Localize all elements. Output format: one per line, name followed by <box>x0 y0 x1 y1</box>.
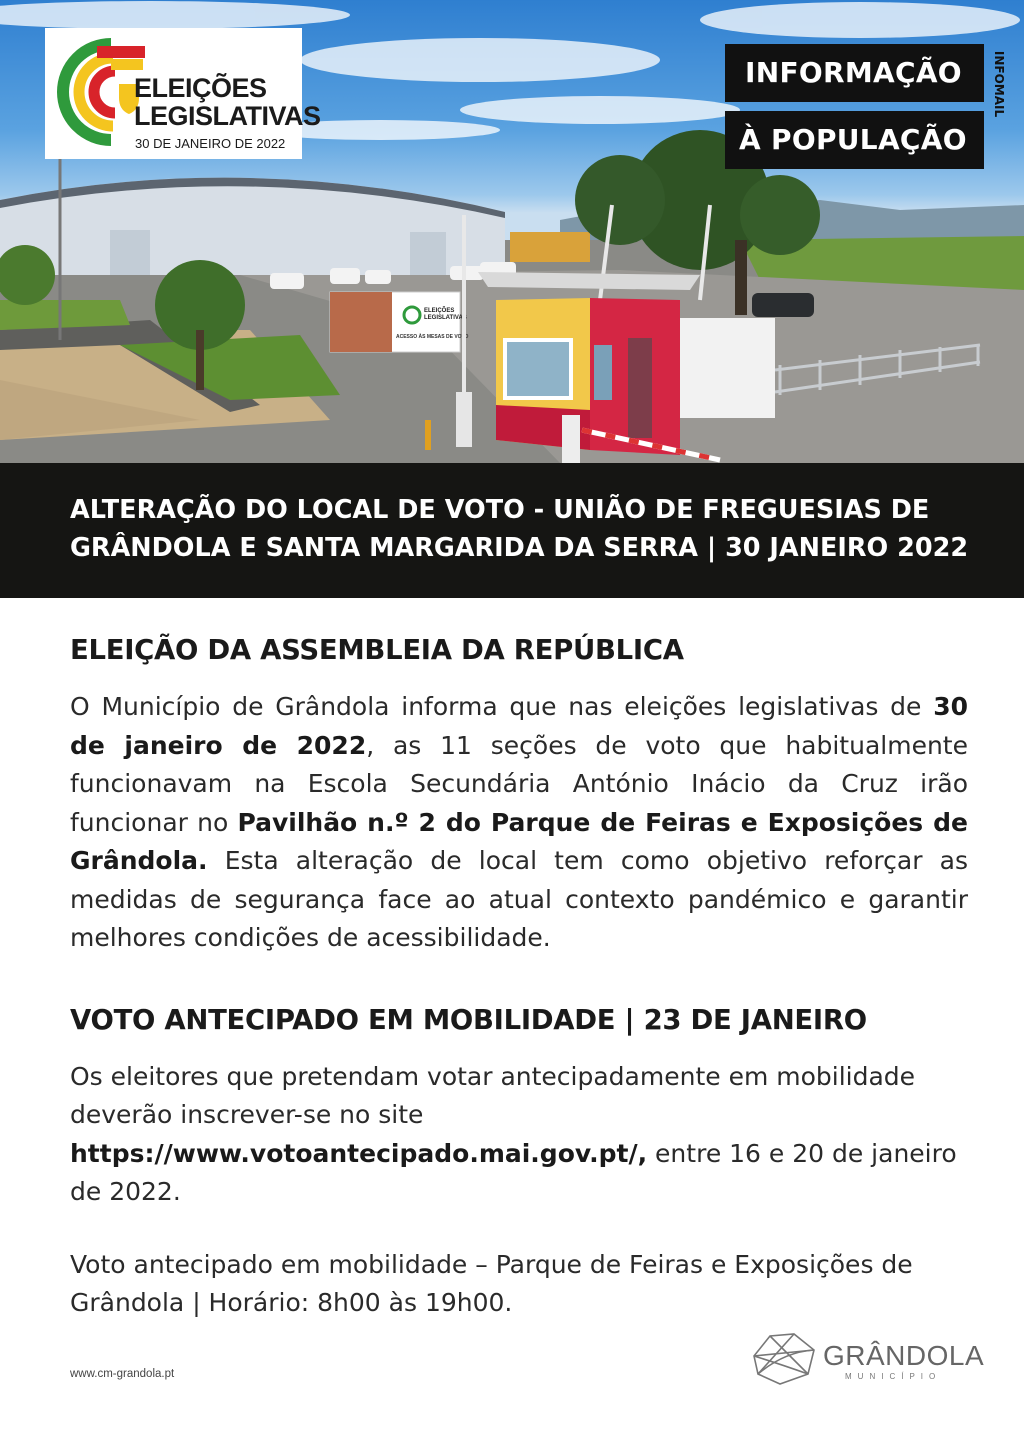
photo-sign-line1: ELEIÇÕES <box>424 308 455 314</box>
section2-title: VOTO ANTECIPADO EM MOBILIDADE | 23 DE JANEIRO <box>70 1003 867 1036</box>
photo-sign-line2: LEGISLATIVAS <box>424 315 467 321</box>
s1-date-bold: 30 de janeiro de 2022 <box>70 692 968 760</box>
municipality-name: GRÂNDOLA <box>823 1340 985 1371</box>
section1-paragraph <box>70 688 968 958</box>
banner-title: ALTERAÇÃO DO LOCAL DE VOTO - UNIÃO DE FREGUESIAS DE GRÂNDOLA E SANTA MARGARIDA DA SERRA | 30 JANEIRO 2022 <box>70 495 969 563</box>
info-tag-line1: INFORMAÇÃO <box>725 44 984 102</box>
photo-sign-line3: ACESSO ÀS MESAS DE VOTO <box>396 334 469 340</box>
logo-title-line1: ELEIÇÕES <box>134 73 267 103</box>
section2-paragraph2: Voto antecipado em mobilidade – Parque de Feiras e Exposições de Grândola | Horário: 8h00 às 19h00. <box>70 1249 913 1317</box>
infomail-label <box>989 44 1009 124</box>
main-content <box>70 630 968 1323</box>
municipality-subtitle: MUNICÍPIO <box>845 1372 942 1381</box>
footer-website[interactable]: www.cm-grandola.pt <box>70 1368 175 1380</box>
s2-text-b: entre 16 e 20 de janeiro de 2022. <box>70 1138 957 1206</box>
municipality-logo <box>750 1330 985 1386</box>
s2-text-a: Os eleitores que pretendam votar antecipadamente em mobilidade deverão inscrever-se no site <box>70 1061 916 1129</box>
elections-logo <box>45 28 321 159</box>
section1-title: ELEIÇÃO DA ASSEMBLEIA DA REPÚBLICA <box>70 634 684 666</box>
municipality-emblem-icon <box>750 1330 818 1386</box>
title-banner <box>0 463 1024 598</box>
hero-photo <box>0 0 1024 463</box>
s1-text-a: O Município de Grândola informa que nas eleições legislativas de <box>70 692 934 721</box>
section2-paragraph1 <box>70 1058 968 1212</box>
logo-date: 30 DE JANEIRO DE 2022 <box>135 136 286 151</box>
logo-title-line2: LEGISLATIVAS <box>134 101 321 131</box>
s2-link[interactable]: https://www.votoantecipado.mai.gov.pt/, <box>70 1138 648 1168</box>
s1-text-e: Esta alteração de local tem como objetivo reforçar as medidas de segurança face ao atual contexto pandémico e garantir melhores condições de acessibilidade. <box>70 846 968 952</box>
info-tag-line2: À POPULAÇÃO <box>725 111 984 169</box>
s1-text-c: , as 11 seções de voto que habitualmente funcionavam na Escola Secundária António Inácio da Cruz irão funcionar no <box>70 730 968 837</box>
infomail-text: INFOMAIL <box>992 50 1006 118</box>
s1-venue-bold: Pavilhão n.º 2 do Parque de Feiras e Exposições de Grândola. <box>70 807 968 875</box>
